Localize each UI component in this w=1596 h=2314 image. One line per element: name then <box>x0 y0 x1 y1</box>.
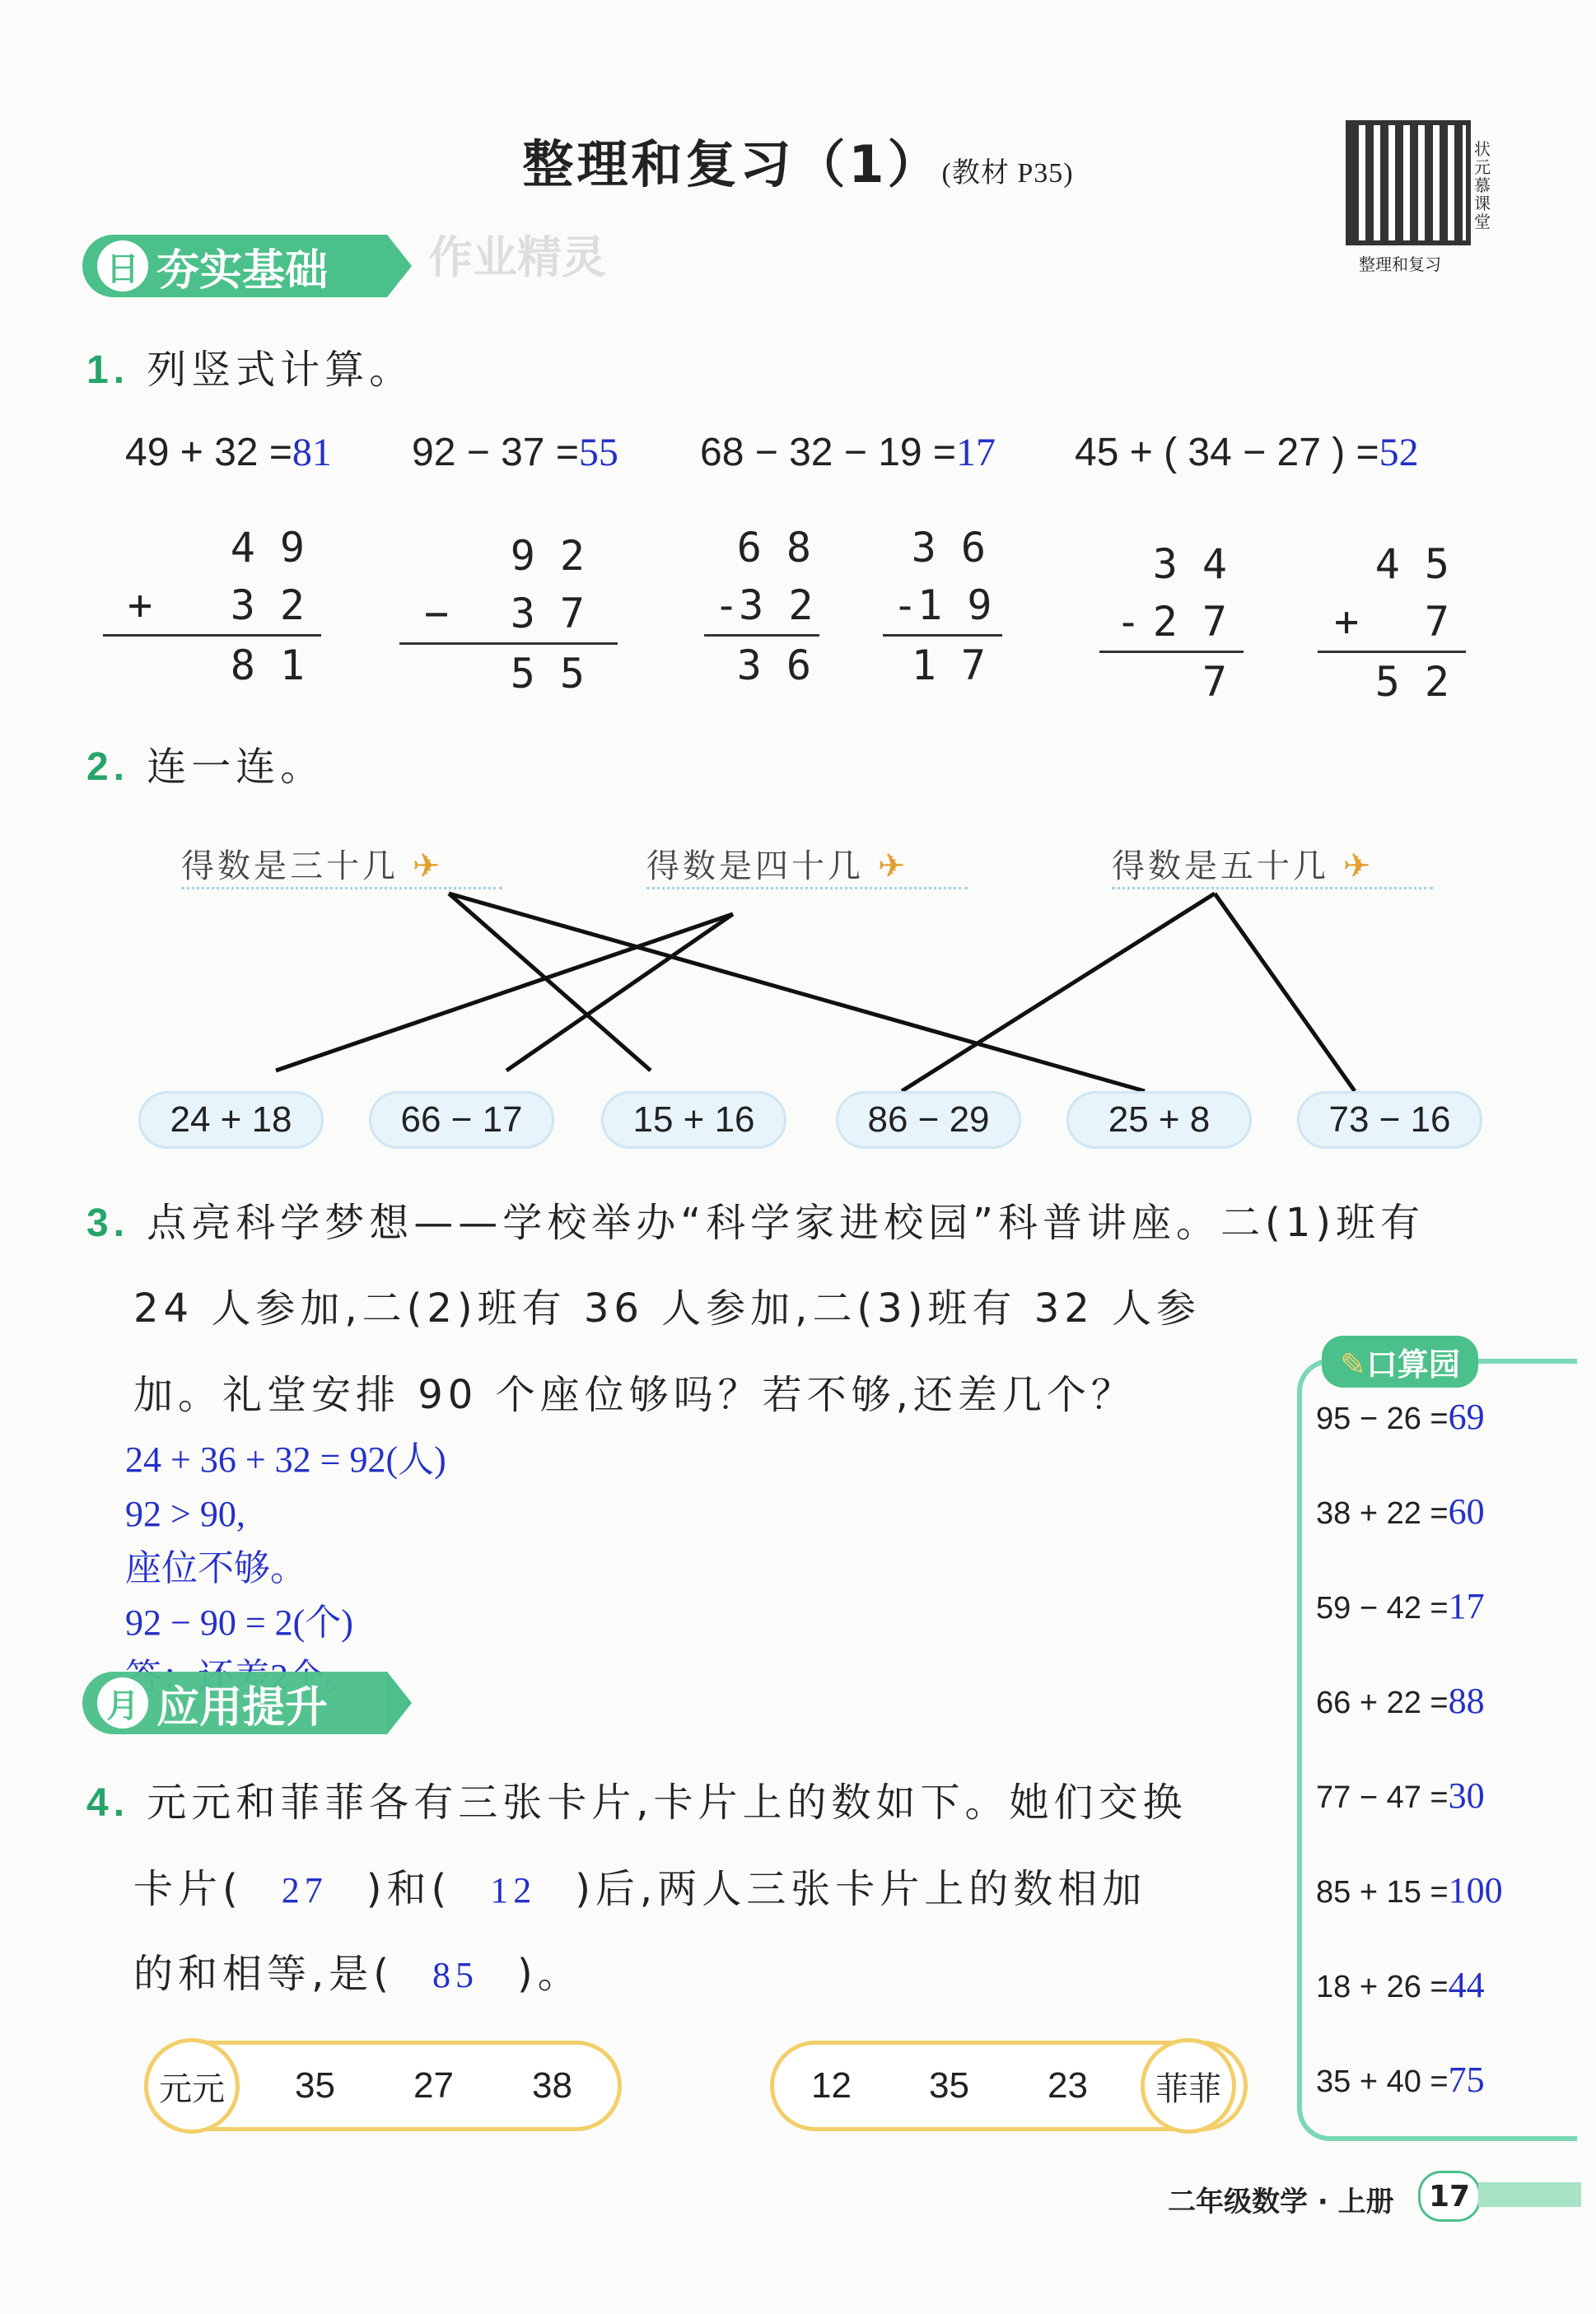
name-yuanyuan: 元元 <box>144 2038 240 2134</box>
section-banner-apply: 月 应用提升 <box>82 1672 387 1734</box>
mental-row-8: 35 + 40 =75 <box>1316 2060 1485 2100</box>
section-banner-basic: 日 夯实基础 <box>82 235 387 297</box>
vertical-calc-3: 6 8 - 3 2 3 6 <box>704 519 819 694</box>
expr-pill-25-8[interactable]: 25 + 8 <box>1066 1091 1252 1149</box>
watermark: 作业精灵 <box>428 231 606 283</box>
vertical-calc-4: 3 6 - 1 9 1 7 <box>883 519 1002 694</box>
expr-pill-15-16[interactable]: 15 + 16 <box>601 1091 786 1149</box>
q1-equation-3: 68 − 32 − 19 =17 <box>700 431 996 474</box>
q3-line-2: 24 人参加,二(2)班有 36 人参加,二(3)班有 32 人参 <box>133 1285 1202 1332</box>
q4-answer-2[interactable]: 12 <box>490 1870 537 1910</box>
mental-row-7: 18 + 26 =44 <box>1316 1965 1485 2005</box>
moon-icon: 月 <box>97 1677 148 1729</box>
expr-pill-66-17[interactable]: 66 − 17 <box>369 1091 554 1149</box>
vertical-calc-5: 3 4 - 2 7 7 <box>1099 535 1244 711</box>
match-line-86-29 <box>902 893 1215 1091</box>
mental-row-3: 59 − 42 =17 <box>1316 1586 1485 1626</box>
vertical-calc-2: 9 2 − 3 7 5 5 <box>399 527 618 702</box>
card-feifei-1: 12 <box>811 2065 852 2106</box>
card-feifei-3: 23 <box>1048 2065 1088 2106</box>
q2-prompt: 2. 连一连。 <box>86 744 325 790</box>
paper-plane-icon: ✈ <box>1342 847 1374 885</box>
pencil-icon: ✎ <box>1340 1346 1366 1383</box>
mental-row-6: 85 + 15 =100 <box>1316 1870 1503 1910</box>
title-reference: (教材 P35) <box>941 158 1074 189</box>
match-line-24-18 <box>276 914 733 1071</box>
footer-bar <box>1478 2182 1581 2207</box>
banner-tail <box>387 1672 412 1734</box>
name-feifei: 菲菲 <box>1141 2038 1236 2134</box>
q1-equation-4: 45 + ( 34 − 27 ) =52 <box>1075 431 1419 474</box>
qr-side-text: 状元慕课堂 <box>1474 139 1491 231</box>
expr-pill-24-18[interactable]: 24 + 18 <box>138 1091 324 1149</box>
mental-math-title: ✎口算园 <box>1322 1336 1478 1388</box>
q3-line-3: 加。礼堂安排 90 个座位够吗？若不够,还差几个？ <box>133 1372 1136 1418</box>
match-line-66-17 <box>506 914 733 1071</box>
card-yuanyuan-1: 35 <box>295 2065 335 2106</box>
card-feifei-2: 35 <box>929 2065 969 2106</box>
mental-row-4: 66 + 22 =88 <box>1316 1681 1485 1721</box>
mental-row-5: 77 − 47 =30 <box>1316 1775 1485 1816</box>
match-line-25-8 <box>449 893 1145 1091</box>
target-thirties[interactable]: 得数是三十几 ✈ <box>181 840 502 889</box>
q4-line-2: 卡片( 27 )和( 12 )后,两人三张卡片上的数相加 <box>133 1866 1147 1912</box>
q4-line-3: 的和相等,是( 85 )。 <box>133 1951 582 1997</box>
paper-plane-icon: ✈ <box>412 847 444 885</box>
q4-line-1: 4. 元元和菲菲各有三张卡片,卡片上的数如下。她们交换 <box>86 1780 1188 1826</box>
footer-text: 二年级数学 · 上册 <box>1168 2186 1394 2218</box>
vertical-calc-6: 4 5 + 7 5 2 <box>1318 535 1466 711</box>
paper-plane-icon: ✈ <box>877 847 909 885</box>
mental-row-1: 95 − 26 =69 <box>1316 1397 1485 1437</box>
expr-pill-86-29[interactable]: 86 − 29 <box>836 1091 1021 1149</box>
target-forties[interactable]: 得数是四十几 ✈ <box>646 840 968 889</box>
qr-caption: 整理和复习 <box>1359 254 1441 274</box>
q1-equation-2: 92 − 37 =55 <box>412 431 618 474</box>
q1-equation-1: 49 + 32 =81 <box>125 431 332 474</box>
q3-line-1: 3. 点亮科学梦想——学校举办“科学家进校园”科普讲座。二(1)班有 <box>86 1200 1426 1246</box>
card-yuanyuan-3: 38 <box>532 2065 572 2106</box>
card-yuanyuan-2: 27 <box>413 2065 454 2106</box>
expr-pill-73-16[interactable]: 73 − 16 <box>1297 1091 1482 1149</box>
page-title: 整理和复习（1）(教材 P35) <box>522 134 1074 194</box>
matching-lines <box>0 0 1596 1153</box>
q4-answer-1[interactable]: 27 <box>281 1870 328 1910</box>
page-number: 17 <box>1418 2171 1481 2222</box>
q3-answer: 24 + 36 + 32 = 92(人) 92 > 90, 座位不够。 92 − 90 = 2(个) <box>125 1439 446 1643</box>
target-fifties[interactable]: 得数是五十几 ✈ <box>1112 840 1433 889</box>
mental-row-2: 38 + 22 =60 <box>1316 1491 1485 1532</box>
vertical-calc-1: 4 9 + 3 2 8 1 <box>103 519 321 694</box>
mental-math-panel <box>1297 1359 1577 2141</box>
q1-prompt: 1. 列竖式计算。 <box>86 347 414 393</box>
match-line-73-16 <box>1215 893 1355 1091</box>
sun-icon: 日 <box>97 240 148 292</box>
q4-answer-3[interactable]: 85 <box>432 1955 478 1995</box>
